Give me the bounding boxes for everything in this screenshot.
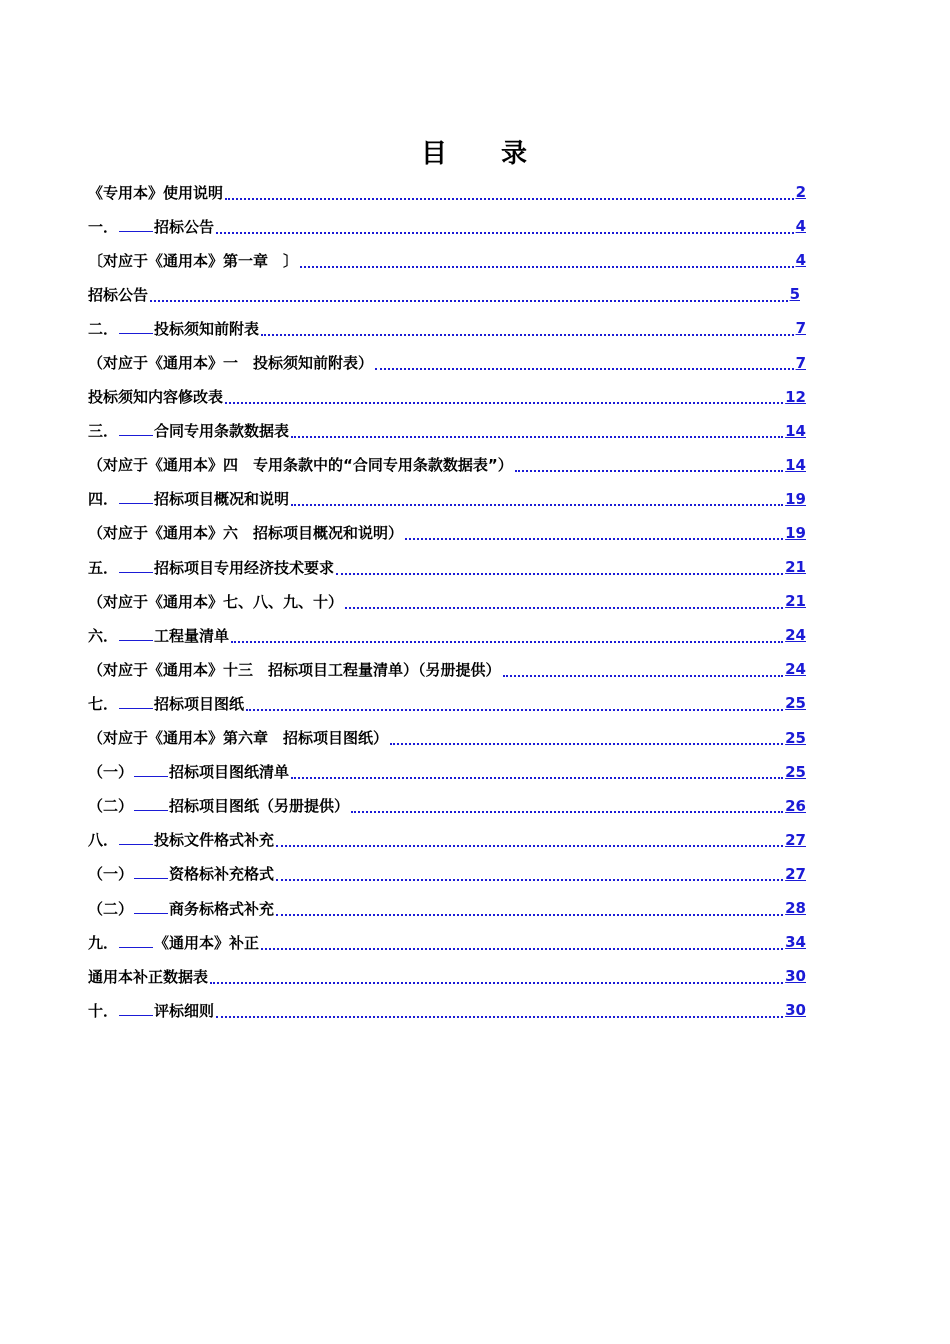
toc-entry-number: 十． bbox=[88, 1001, 119, 1020]
toc-entry-title[interactable]: 商务标格式补充 bbox=[169, 899, 275, 918]
toc-page-link[interactable]: 5 bbox=[789, 285, 800, 304]
toc-entry-title[interactable]: 招标项目图纸清单 bbox=[169, 763, 290, 782]
toc-page-link[interactable]: 4 bbox=[795, 217, 806, 236]
toc-leader-dots bbox=[276, 899, 783, 916]
toc-blank-underline bbox=[119, 425, 153, 436]
toc-page-link[interactable]: 4 bbox=[795, 251, 806, 270]
toc-entry-title[interactable]: 资格标补充格式 bbox=[169, 865, 275, 884]
toc-leader-dots bbox=[345, 592, 783, 609]
toc-entry[interactable] bbox=[88, 618, 806, 652]
toc-entry[interactable] bbox=[88, 482, 806, 516]
toc-leader-dots bbox=[300, 251, 794, 268]
toc-entry-title[interactable]: （对应于《通用本》六 招标项目概况和说明） bbox=[88, 524, 404, 543]
toc-entry-title[interactable]: 工程量清单 bbox=[154, 626, 230, 645]
toc-entry-title[interactable]: 投标文件格式补充 bbox=[154, 831, 275, 850]
toc-entry-title[interactable]: 招标项目概况和说明 bbox=[154, 490, 290, 509]
toc-leader-dots bbox=[291, 421, 783, 438]
toc-entry-title[interactable]: （对应于《通用本》一 投标须知前附表） bbox=[88, 354, 374, 373]
toc-leader-dots bbox=[216, 217, 794, 234]
toc-entry[interactable] bbox=[88, 925, 806, 959]
toc-page-link[interactable]: 7 bbox=[795, 319, 806, 338]
toc-entry[interactable] bbox=[88, 380, 806, 414]
toc-entry-title[interactable]: 招标公告 bbox=[88, 285, 149, 304]
toc-blank-underline bbox=[119, 937, 153, 948]
toc-entry-title[interactable]: 招标项目图纸 bbox=[154, 694, 245, 713]
toc-entry-title[interactable]: 招标项目图纸（另册提供） bbox=[169, 797, 350, 816]
toc-entry[interactable] bbox=[88, 789, 806, 823]
toc-entry-number: （一） bbox=[88, 865, 134, 884]
toc-entry-title[interactable]: （对应于《通用本》第六章 招标项目图纸） bbox=[88, 729, 389, 748]
toc-blank-underline bbox=[134, 800, 168, 811]
toc-page-link[interactable]: 27 bbox=[785, 830, 806, 849]
toc-blank-underline bbox=[119, 221, 153, 232]
toc-page-link[interactable]: 30 bbox=[785, 967, 806, 986]
toc-leader-dots bbox=[336, 558, 783, 575]
toc-leader-dots bbox=[261, 933, 783, 950]
toc-entry[interactable] bbox=[88, 891, 806, 925]
toc-blank-underline bbox=[134, 868, 168, 879]
toc-entry[interactable] bbox=[88, 516, 806, 550]
toc-blank-underline bbox=[119, 493, 153, 504]
toc-entry-number: 三． bbox=[88, 422, 119, 441]
toc-entry-title[interactable]: （对应于《通用本》四 专用条款中的“合同专用条款数据表”） bbox=[88, 456, 513, 475]
toc-entry[interactable] bbox=[88, 414, 806, 448]
toc-entry[interactable] bbox=[88, 755, 806, 789]
toc-entry[interactable] bbox=[88, 721, 806, 755]
toc-entry-number: （二） bbox=[88, 899, 134, 918]
toc-leader-dots bbox=[225, 387, 783, 404]
toc-entry[interactable] bbox=[88, 993, 806, 1027]
toc-leader-dots bbox=[390, 728, 783, 745]
toc-entry-title[interactable]: 投标须知内容修改表 bbox=[88, 388, 224, 407]
toc-entry[interactable] bbox=[88, 823, 806, 857]
toc-entry-number: 二． bbox=[88, 319, 119, 338]
toc-entry-title[interactable]: 《专用本》使用说明 bbox=[88, 183, 224, 202]
toc-entry-number: （一） bbox=[88, 763, 134, 782]
toc-entry-number: 八． bbox=[88, 831, 119, 850]
toc-page-link[interactable]: 34 bbox=[785, 933, 806, 952]
toc-page-link[interactable]: 26 bbox=[785, 796, 806, 815]
toc-leader-dots bbox=[276, 830, 783, 847]
toc-entry-number: 五． bbox=[88, 558, 119, 577]
toc-page-link[interactable]: 7 bbox=[795, 353, 806, 372]
toc-entry-number: 六． bbox=[88, 626, 119, 645]
toc-entry[interactable] bbox=[88, 448, 806, 482]
toc-entry[interactable] bbox=[88, 311, 806, 345]
toc-leader-dots bbox=[150, 285, 788, 302]
toc-page-link[interactable]: 21 bbox=[785, 558, 806, 577]
toc-blank-underline bbox=[119, 562, 153, 573]
toc-entry[interactable] bbox=[88, 277, 800, 311]
toc-leader-dots bbox=[231, 626, 783, 643]
toc-page-link[interactable]: 25 bbox=[785, 694, 806, 713]
toc-entry-title[interactable]: 评标细则 bbox=[154, 1001, 215, 1020]
toc-leader-dots bbox=[405, 523, 783, 540]
toc-page-link[interactable]: 28 bbox=[785, 899, 806, 918]
toc-entry-title[interactable]: 投标须知前附表 bbox=[154, 319, 260, 338]
toc-entry[interactable] bbox=[88, 175, 806, 209]
toc-blank-underline bbox=[119, 323, 153, 334]
toc-entry-number: （二） bbox=[88, 797, 134, 816]
toc-entry[interactable] bbox=[88, 686, 806, 720]
toc-blank-underline bbox=[119, 630, 153, 641]
toc-blank-underline bbox=[119, 698, 153, 709]
toc-entry[interactable] bbox=[88, 857, 806, 891]
toc-entry[interactable] bbox=[88, 652, 806, 686]
toc-entry-number: 一． bbox=[88, 217, 119, 236]
toc-entry-number: 七． bbox=[88, 694, 119, 713]
toc-page-link[interactable]: 19 bbox=[785, 489, 806, 508]
toc-page-link[interactable]: 25 bbox=[785, 762, 806, 781]
toc-entry[interactable] bbox=[88, 584, 806, 618]
toc-page-link[interactable]: 30 bbox=[785, 1001, 806, 1020]
toc-entry-number: 四． bbox=[88, 490, 119, 509]
table-of-contents bbox=[88, 175, 806, 1027]
title-char-left: 目 bbox=[420, 139, 449, 169]
toc-page-link[interactable]: 27 bbox=[785, 864, 806, 883]
toc-entry[interactable] bbox=[88, 959, 806, 993]
toc-leader-dots bbox=[515, 455, 783, 472]
toc-leader-dots bbox=[291, 489, 783, 506]
toc-entry-title[interactable]: 招标项目专用经济技术要求 bbox=[154, 558, 335, 577]
toc-leader-dots bbox=[375, 353, 794, 370]
toc-page-link[interactable]: 14 bbox=[785, 421, 806, 440]
toc-leader-dots bbox=[261, 319, 794, 336]
toc-entry[interactable] bbox=[88, 550, 806, 584]
toc-leader-dots bbox=[503, 660, 784, 677]
toc-page-link[interactable]: 12 bbox=[785, 387, 806, 406]
toc-entry-title[interactable]: 《通用本》补正 bbox=[154, 933, 260, 952]
toc-page-link[interactable]: 24 bbox=[785, 626, 806, 645]
toc-entry-title[interactable]: 〔对应于《通用本》第一章 〕 bbox=[88, 251, 299, 270]
toc-leader-dots bbox=[276, 864, 783, 881]
toc-page-link[interactable]: 14 bbox=[785, 455, 806, 474]
toc-blank-underline bbox=[119, 834, 153, 845]
title-char-right: 录 bbox=[501, 139, 530, 169]
toc-entry[interactable] bbox=[88, 209, 806, 243]
toc-entry-number: 九． bbox=[88, 933, 119, 952]
toc-entry[interactable] bbox=[88, 345, 806, 379]
toc-entry-title[interactable]: （对应于《通用本》七、八、九、十） bbox=[88, 592, 344, 611]
toc-entry-title[interactable]: （对应于《通用本》十三 招标项目工程量清单）（另册提供） bbox=[88, 660, 501, 679]
toc-leader-dots bbox=[351, 796, 783, 813]
toc-page-link[interactable]: 21 bbox=[785, 592, 806, 611]
page-title bbox=[0, 133, 950, 170]
toc-blank-underline bbox=[134, 903, 168, 914]
toc-entry-title[interactable]: 通用本补正数据表 bbox=[88, 967, 209, 986]
toc-leader-dots bbox=[225, 183, 794, 200]
toc-blank-underline bbox=[119, 1005, 153, 1016]
toc-page-link[interactable]: 25 bbox=[785, 728, 806, 747]
toc-page-link[interactable]: 24 bbox=[785, 660, 806, 679]
toc-leader-dots bbox=[210, 967, 783, 984]
toc-leader-dots bbox=[291, 762, 783, 779]
toc-entry-title[interactable]: 合同专用条款数据表 bbox=[154, 422, 290, 441]
toc-entry[interactable] bbox=[88, 243, 806, 277]
toc-leader-dots bbox=[246, 694, 783, 711]
toc-leader-dots bbox=[216, 1001, 783, 1018]
toc-page-link[interactable]: 2 bbox=[795, 183, 806, 202]
toc-entry-title[interactable]: 招标公告 bbox=[154, 217, 215, 236]
toc-blank-underline bbox=[134, 766, 168, 777]
toc-page-link[interactable]: 19 bbox=[785, 523, 806, 542]
